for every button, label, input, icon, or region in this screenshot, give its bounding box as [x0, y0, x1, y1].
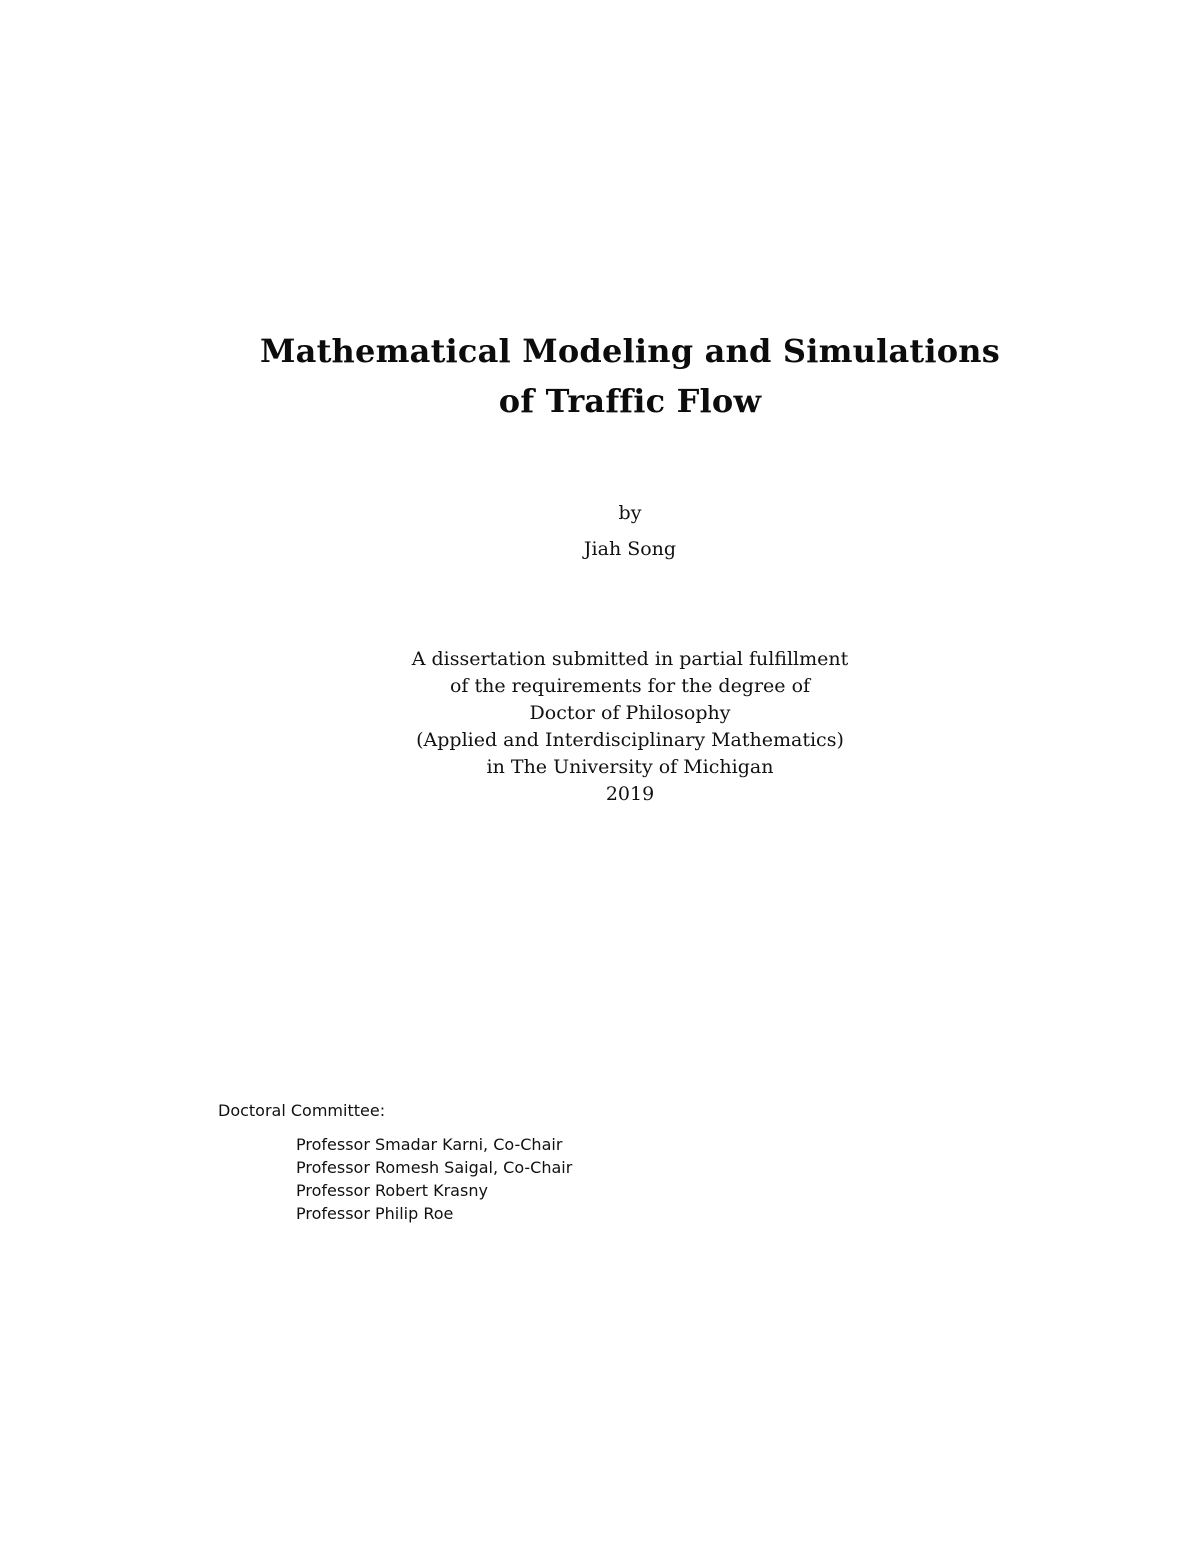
- title-line-1: Mathematical Modeling and Simulations: [260, 332, 1000, 370]
- committee-heading: Doctoral Committee:: [218, 1101, 386, 1120]
- degree-line-requirements: of the requirements for the degree of: [449, 675, 811, 697]
- author-name: Jiah Song: [583, 538, 677, 560]
- title-line-2: of Traffic Flow: [498, 382, 762, 420]
- committee-member: Professor Smadar Karni, Co-Chair: [296, 1135, 563, 1154]
- degree-statement: [280, 646, 980, 808]
- committee-member: Professor Robert Krasny: [296, 1181, 488, 1200]
- by-label: by: [618, 502, 642, 524]
- doctoral-committee: [218, 1100, 572, 1225]
- degree-line-university: in The University of Michigan: [486, 756, 774, 778]
- degree-line-program: (Applied and Interdisciplinary Mathematics): [416, 729, 844, 751]
- degree-line-submission: A dissertation submitted in partial fulfillment: [411, 648, 849, 670]
- committee-member: Professor Romesh Saigal, Co-Chair: [296, 1158, 573, 1177]
- degree-line-degree: Doctor of Philosophy: [529, 702, 731, 724]
- dissertation-title: [180, 326, 1080, 426]
- committee-member-list: [218, 1133, 572, 1225]
- committee-member: Professor Philip Roe: [296, 1204, 454, 1223]
- degree-line-year: 2019: [605, 783, 655, 805]
